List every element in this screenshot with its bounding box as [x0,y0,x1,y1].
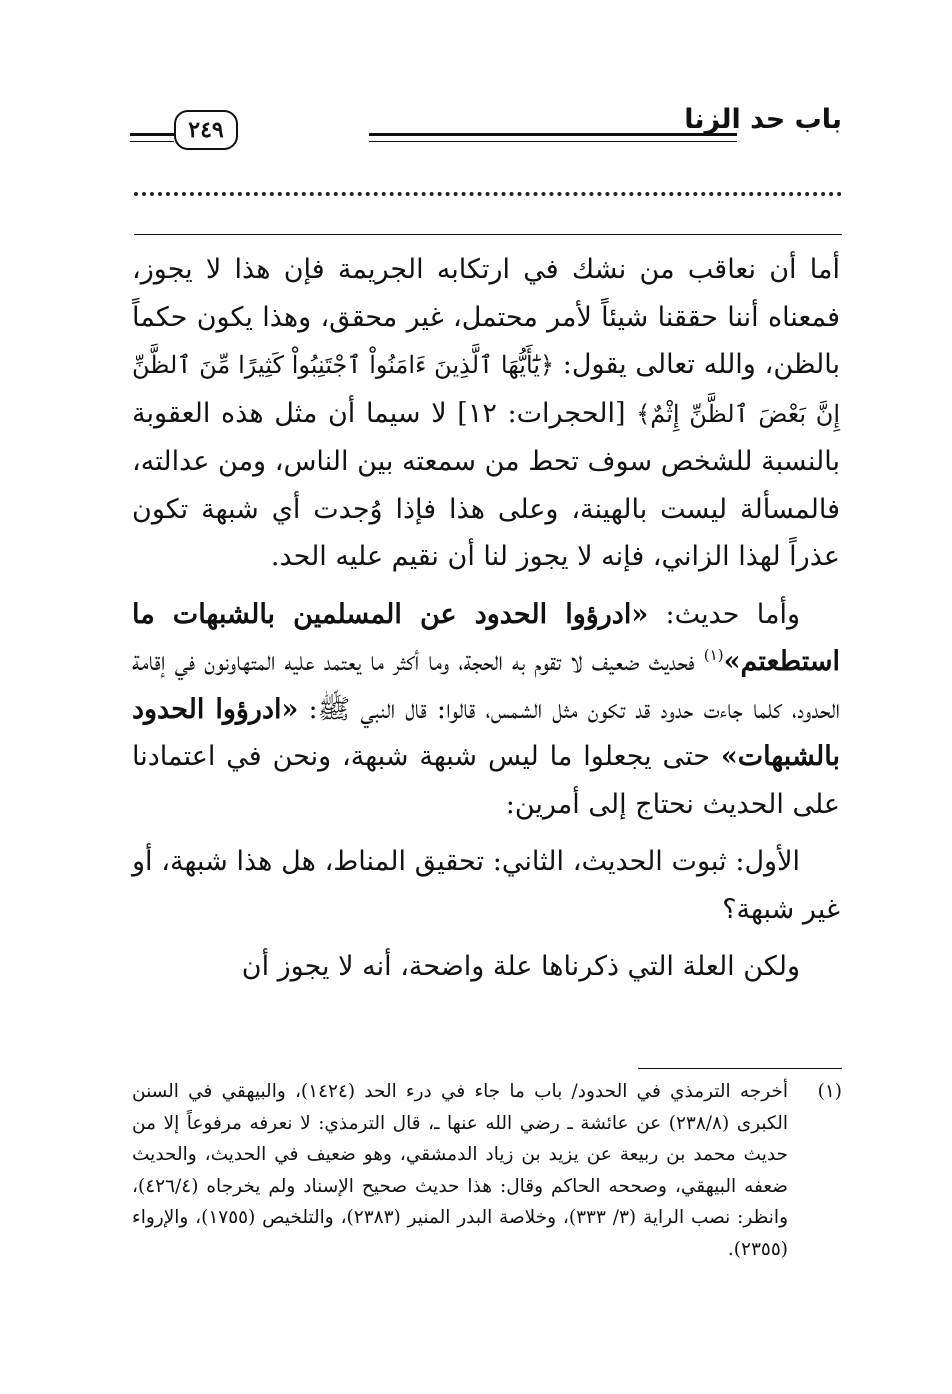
quran-verse: ﴿يَٰٓأَيُّهَا ٱلَّذِينَ ءَامَنُواْ ٱجْتَنِبُواْ كَثِيرًا مِّنَ ٱلظَّنِّ إِنَّ بَعْضَ ٱلظَّنِّ إِثْمٌ﴾ [132,351,841,428]
dotted-separator [134,192,842,196]
hadith-quote: «ادرؤوا الحدود عن المسلمين بالشبهات ما استطعتم» [132,598,840,677]
footnote-number: (١) [817,1081,842,1102]
paragraph-4: ولكن العلة التي ذكرناها علة واضحة، أنه لا يجوز أن [241,951,800,982]
footnote-text: أخرجه الترمذي في الحدود/ باب ما جاء في درء الحد (١٤٢٤)، والبيهقي في السنن الكبرى (٢٣٨/٨) عن عائشة ـ رضي الله عنها ـ، قال الترمذي: لا نعرفه مرفوعاً إلا من حديث محمد بن ربيعة عن يزيد بن زياد الدمشقي، وهو ضعيف في الحديث، والحديث ضعفه البيهقي، وصححه الحاكم وقال: هذا حديث صحيح الإسناد ولم يخرجاه (٤٢٦/٤)، وانظر: نصب الراية (٣/ ٣٣٣)، وخلاصة البدر المنير (٢٣٨٣)، والتلخيص (١٧٥٥)، والإرواء (٢٣٥٥). [132,1081,788,1260]
main-text [132,246,840,991]
paragraph-3: الأول: ثبوت الحديث، الثاني: تحقيق المناط، هل هذا شبهة، أو غير شبهة؟ [132,846,840,925]
page-number-frame [174,110,238,150]
header-rule-right [369,133,737,142]
top-rule [134,234,842,235]
footnote [132,1076,842,1265]
footnote-rule [638,1068,842,1069]
p1-text-b: [الحجرات: ١٢] لا سيما أن مثل هذه العقوبة بالنسبة للشخص سوف تحط من سمعته بين الناس، ومن عدالته، فالمسألة ليست بالهينة، وعلى هذا فإذا وُجدت أي شبهة تكون عذراً لهذا الزاني، فإنه لا يجوز لنا أن نقيم عليه الحد. [132,397,840,572]
p1-text-a: أما أن نعاقب من نشك في ارتكابه الجريمة فإن هذا لا يجوز، فمعناه أننا حققنا شيئاً لأمر محتمل، غير محقق، وهذا يكون حكماً بالظن، والله تعالى يقول: [132,254,840,380]
p2-text-a: وأما حديث: [648,598,800,630]
running-title: باب حد الزنا [684,104,842,135]
p2-text-c: حتى يجعلوا ما ليس شبهة شبهة، ونحن في اعتمادنا على الحديث نحتاج إلى أمرين: [132,741,840,820]
hadith-quote-2: «ادرؤوا الحدود بالشبهات» [132,693,840,772]
paragraph-2 [132,591,840,829]
page-header [130,96,842,156]
footnote-marker[interactable]: (١) [703,646,724,664]
p2-text-b: فحديث ضعيف لا تقوم به الحجة، وما أكثر ما يعتمد عليه المتهاونون في إقامة الحدود، كلما جاءت حدود قد تكون مثل الشمس، قالوا: قال النبي ﷺ: [132,646,841,725]
page-number: ٢٤٩ [188,117,224,143]
paragraph-1 [132,246,840,581]
header-rule-left [130,133,174,142]
